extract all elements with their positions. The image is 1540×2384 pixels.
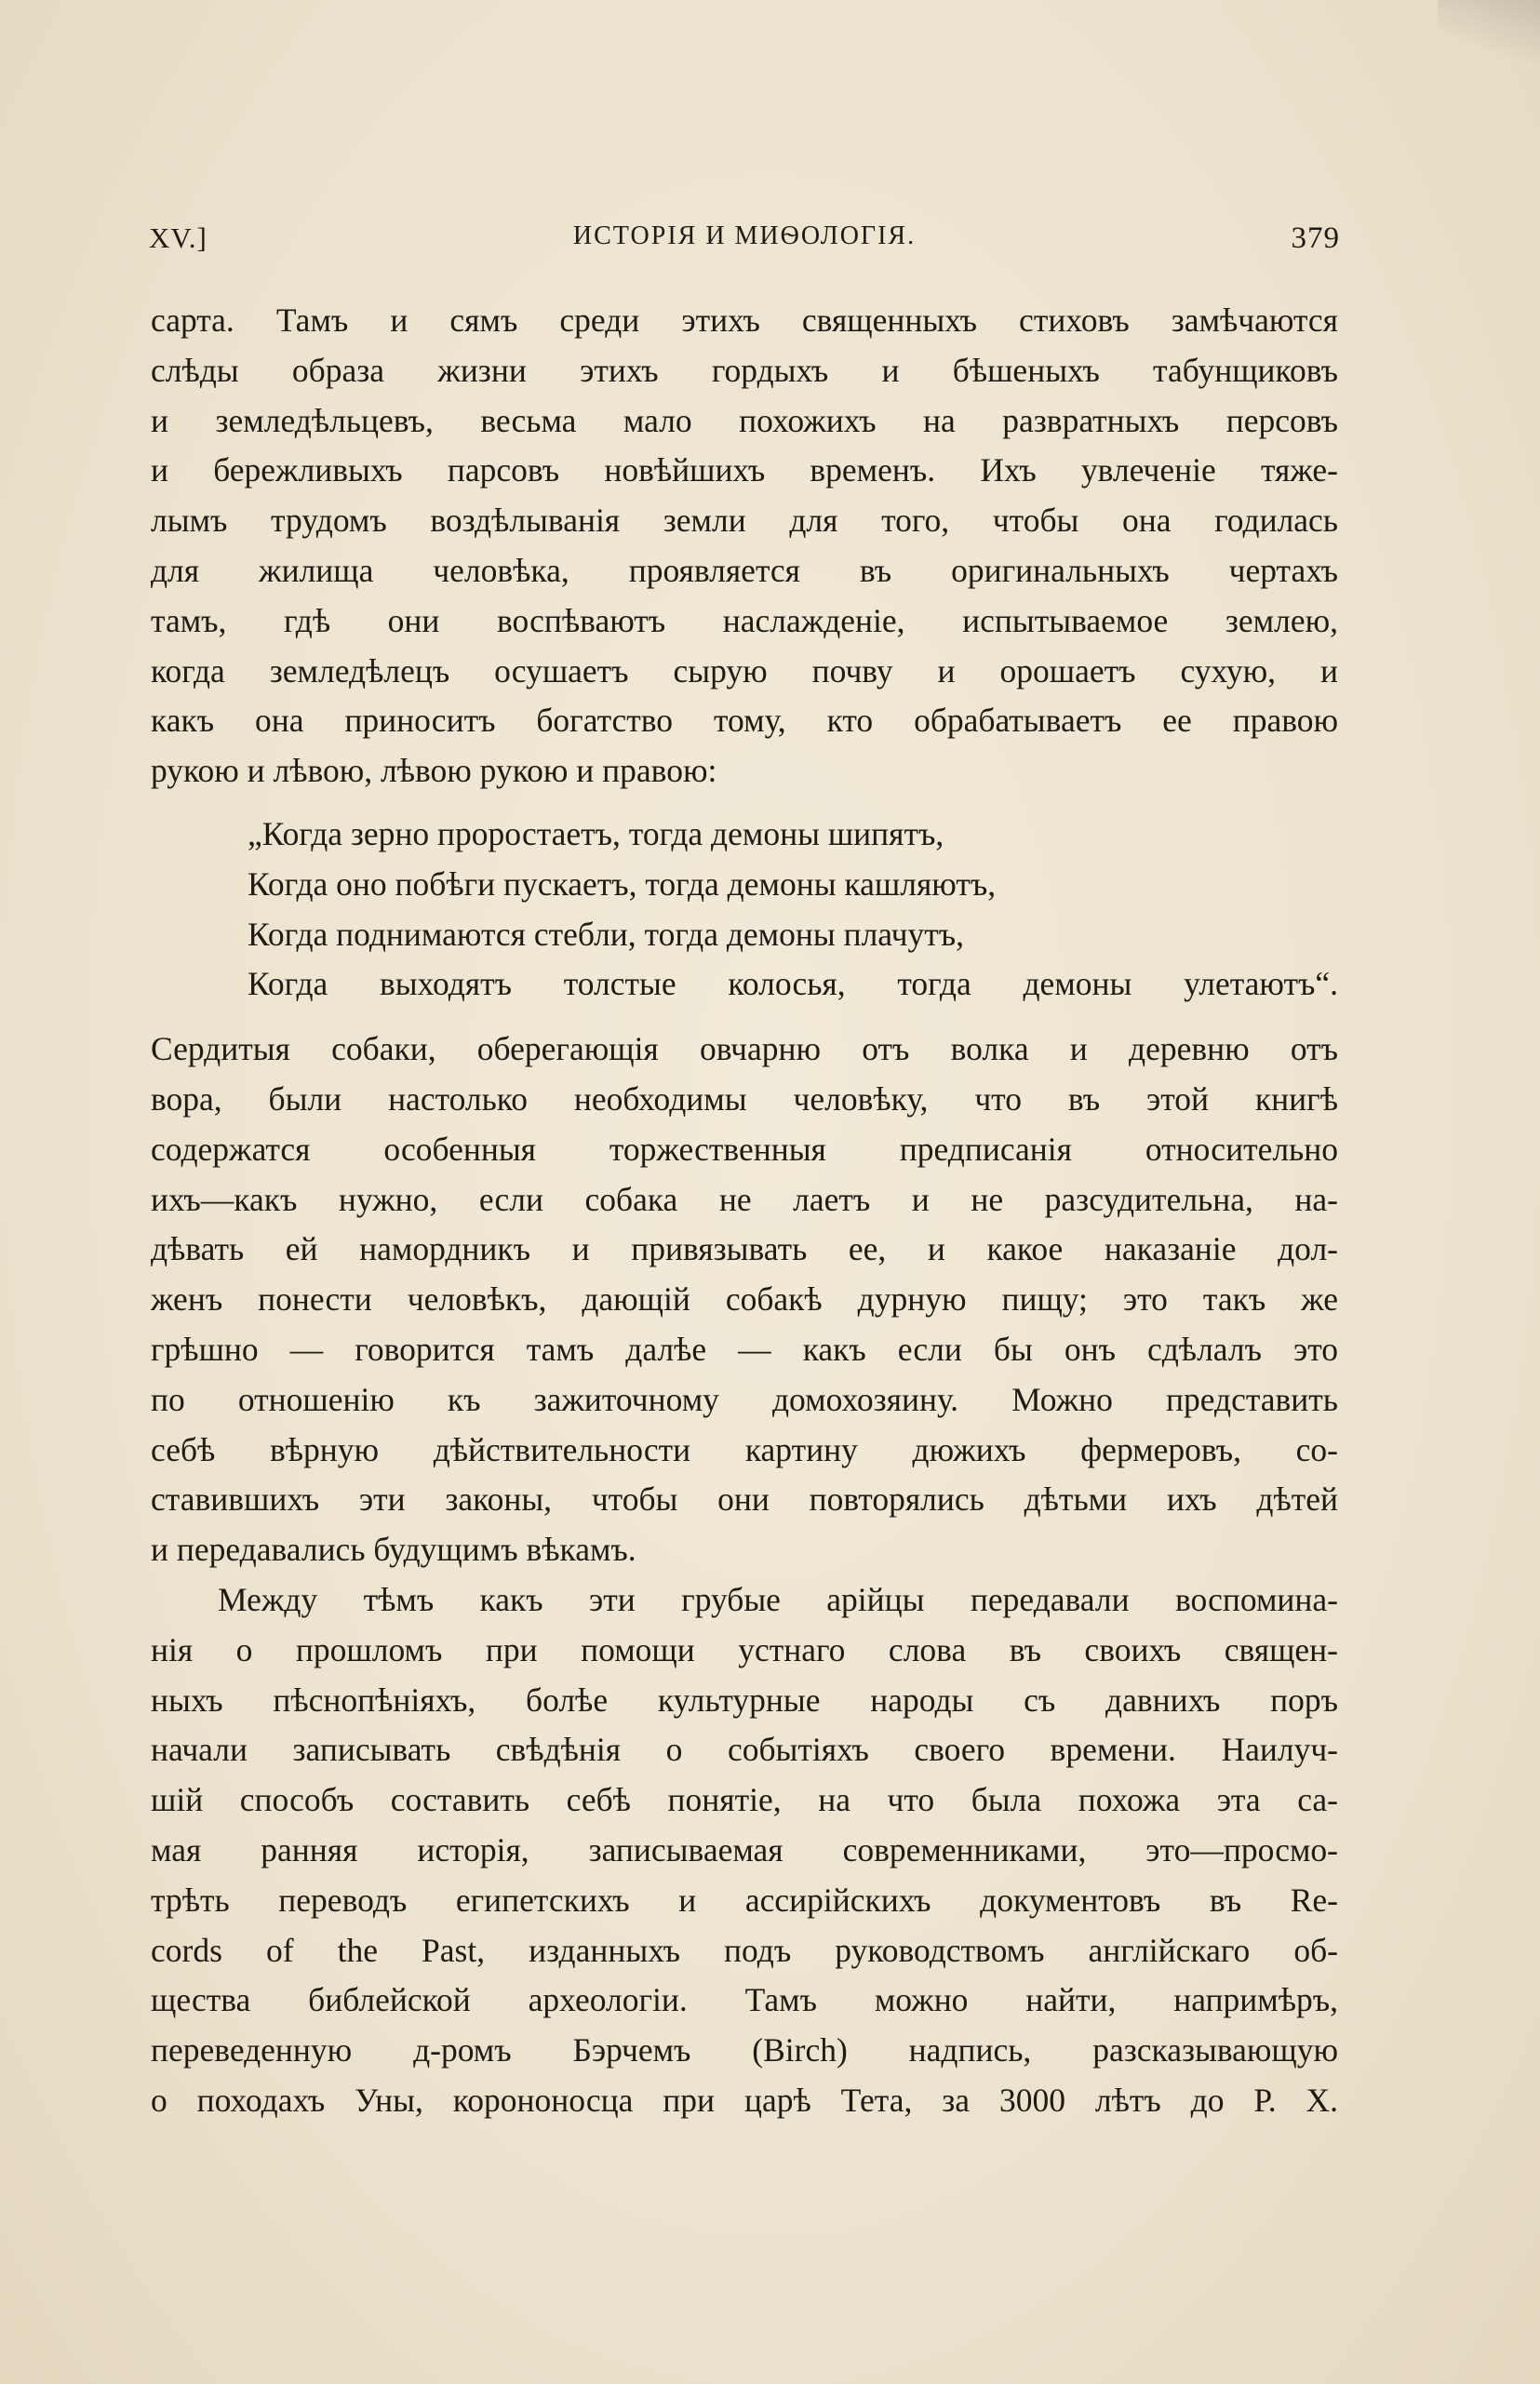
text-line: трѣть переводъ египетскихъ и ассирійскихъ документовъ въ Re- — [151, 1881, 1338, 1919]
text-line: рукою и лѣвою, лѣвою рукою и правою: — [151, 752, 717, 790]
verse-line: Когда поднимаются стебли, тогда демоны плачутъ, — [248, 915, 964, 953]
text-line: переведенную д-ромъ Бэрчемъ (Birch) надпись, разсказывающую — [151, 2031, 1338, 2069]
verse-quotation — [151, 810, 1338, 1010]
body-text — [151, 296, 1338, 2126]
text-line: тамъ, гдѣ они воспѣваютъ наслажденіе, испытываемое землею, — [151, 601, 1338, 639]
text-line: какъ она приноситъ богатство тому, кто обрабатываетъ ее правою — [151, 702, 1338, 740]
chapter-marker: XV.] — [149, 221, 208, 254]
text-line: Сердитыя собаки, оберегающія овчарню отъ волка и деревню отъ — [151, 1030, 1338, 1068]
text-line: себѣ вѣрную дѣйствительности картину дюжихъ фермеровъ, со- — [151, 1430, 1338, 1468]
page-number: 379 — [1291, 221, 1340, 255]
text-line: и передавались будущимъ вѣкамъ. — [151, 1531, 636, 1569]
text-line: когда земледѣлецъ осушаетъ сырую почву и орошаетъ сухую, и — [151, 651, 1338, 690]
verse-line: Когда выходятъ толстые колосья, тогда демоны улетаютъ“. — [248, 965, 1338, 1003]
running-header — [149, 221, 1340, 259]
text-line: о походахъ Уны, корононосца при царѣ Тета, за 3000 лѣтъ до Р. Х. — [151, 2081, 1338, 2119]
text-line: Между тѣмъ какъ эти грубые арійцы передавали воспомина- — [218, 1580, 1338, 1618]
text-line: грѣшно — говорится тамъ далѣе — какъ если бы онъ сдѣлалъ это — [151, 1330, 1338, 1368]
text-line: по отношенію къ зажиточному домохозяину. Можно представить — [151, 1380, 1338, 1418]
text-line: щества библейской археологіи. Тамъ можно найти, напримѣръ, — [151, 1981, 1338, 2019]
text-line: и земледѣльцевъ, весьма мало похожихъ на развратныхъ персовъ — [151, 401, 1338, 439]
text-line: вора, были настолько необходимы человѣку, что въ этой книгѣ — [151, 1079, 1338, 1118]
text-line: мая ранняя исторія, записываемая современниками, это—просмо- — [151, 1830, 1338, 1868]
text-line: сарта. Тамъ и сямъ среди этихъ священныхъ стиховъ замѣчаются — [151, 301, 1338, 339]
paragraph-2 — [151, 1025, 1338, 1575]
text-line: нія о прошломъ при помощи устнаго слова въ своихъ священ- — [151, 1630, 1338, 1668]
text-line: для жилища человѣка, проявляется въ оригинальныхъ чертахъ — [151, 551, 1338, 589]
text-line: дѣвать ей намордникъ и привязывать ее, и какое наказаніе дол- — [151, 1230, 1338, 1268]
text-line: шій способъ составить себѣ понятіе, на что была похожа эта са- — [151, 1781, 1338, 1819]
paragraph-3 — [151, 1575, 1338, 2126]
paragraph-1 — [151, 296, 1338, 797]
text-line: начали записывать свѣдѣнія о событіяхъ своего времени. Наилуч- — [151, 1731, 1338, 1769]
running-title: ИСТОРІЯ И МИѲОЛОГІЯ. — [572, 221, 917, 250]
text-line: лымъ трудомъ воздѣлыванія земли для того, чтобы она годилась — [151, 502, 1338, 540]
text-line: ставившихъ эти законы, чтобы они повторялись дѣтьми ихъ дѣтей — [151, 1480, 1338, 1519]
text-line: женъ понести человѣкъ, дающій собакѣ дурную пищу; это такъ же — [151, 1280, 1338, 1319]
text-line: содержатся особенныя торжественныя предписанія относительно — [151, 1130, 1338, 1168]
text-line: cords of the Past, изданныхъ подъ руководствомъ англійскаго об- — [151, 1931, 1338, 1969]
page-corner-shadow — [1438, 0, 1540, 65]
verse-line: „Когда зерно проростаетъ, тогда демоны шипятъ, — [248, 814, 944, 852]
text-line: и бережливыхъ парсовъ новѣйшихъ временъ. Ихъ увлеченіе тяже- — [151, 451, 1338, 489]
verse-line: Когда оно побѣги пускаетъ, тогда демоны кашляютъ, — [248, 864, 997, 903]
text-line: ныхъ пѣснопѣніяхъ, болѣе культурные народы съ давнихъ поръ — [151, 1681, 1338, 1719]
text-line: слѣды образа жизни этихъ гордыхъ и бѣшеныхъ табунщиковъ — [151, 351, 1338, 389]
text-line: ихъ—какъ нужно, если собака не лаетъ и не разсудительна, на- — [151, 1180, 1338, 1218]
